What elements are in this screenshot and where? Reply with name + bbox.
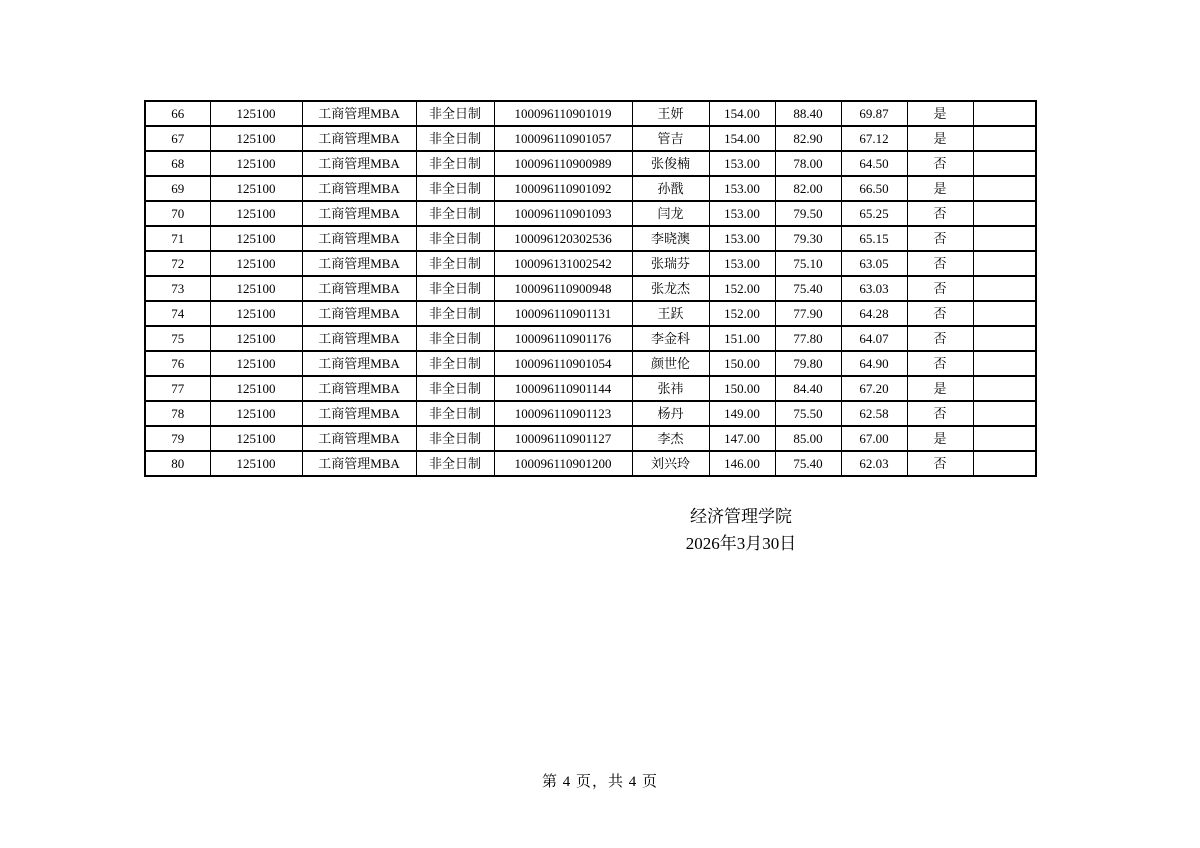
table-cell: 65.25: [841, 201, 907, 226]
table-cell: 张龙杰: [632, 276, 709, 301]
table-cell: [973, 326, 1036, 351]
table-cell: 张祎: [632, 376, 709, 401]
table-row: [145, 176, 1036, 201]
table-cell: 100096110901092: [494, 176, 632, 201]
table-cell: 153.00: [709, 176, 775, 201]
table-cell: 非全日制: [416, 401, 494, 426]
table-cell: 75.40: [775, 276, 841, 301]
table-cell: 82.00: [775, 176, 841, 201]
table-cell: 否: [907, 201, 973, 226]
table-cell: 工商管理MBA: [302, 151, 416, 176]
table-cell: 85.00: [775, 426, 841, 451]
table-cell: 63.05: [841, 251, 907, 276]
table-cell: 100096110901057: [494, 126, 632, 151]
table-cell: 非全日制: [416, 451, 494, 476]
table-cell: 64.50: [841, 151, 907, 176]
table-cell: 刘兴玲: [632, 451, 709, 476]
signature-organization: 经济管理学院: [690, 507, 792, 526]
table-cell: 是: [907, 101, 973, 126]
page-number-footer: 第 4 页，共 4 页: [541, 774, 658, 790]
table-row: [145, 426, 1036, 451]
table-cell: 100096110900948: [494, 276, 632, 301]
table-cell: 152.00: [709, 301, 775, 326]
table-cell: 100096110901127: [494, 426, 632, 451]
table-cell: 张俊楠: [632, 151, 709, 176]
table-cell: 150.00: [709, 376, 775, 401]
table-cell: 否: [907, 451, 973, 476]
table-row: [145, 401, 1036, 426]
table-cell: [973, 151, 1036, 176]
table-cell: 63.03: [841, 276, 907, 301]
table-cell: 工商管理MBA: [302, 226, 416, 251]
table-cell: 149.00: [709, 401, 775, 426]
table-cell: 68: [145, 151, 210, 176]
table-cell: 非全日制: [416, 376, 494, 401]
signature-date: 2026年3月30日: [685, 534, 797, 553]
table-cell: 125100: [210, 101, 302, 126]
table-cell: 工商管理MBA: [302, 451, 416, 476]
table-cell: 151.00: [709, 326, 775, 351]
table-row: [145, 226, 1036, 251]
table-cell: 非全日制: [416, 176, 494, 201]
table-cell: 100096110901054: [494, 351, 632, 376]
table-cell: 否: [907, 151, 973, 176]
table-cell: 100096131002542: [494, 251, 632, 276]
table-cell: 非全日制: [416, 276, 494, 301]
table-cell: 78: [145, 401, 210, 426]
table-cell: 非全日制: [416, 201, 494, 226]
table-cell: 62.58: [841, 401, 907, 426]
table-cell: 非全日制: [416, 426, 494, 451]
table-cell: 146.00: [709, 451, 775, 476]
table-cell: 否: [907, 251, 973, 276]
table-cell: 75: [145, 326, 210, 351]
table-cell: 工商管理MBA: [302, 376, 416, 401]
table-cell: 否: [907, 226, 973, 251]
table-cell: 64.28: [841, 301, 907, 326]
table-cell: 66: [145, 101, 210, 126]
table-cell: 125100: [210, 201, 302, 226]
table-cell: 153.00: [709, 251, 775, 276]
table-cell: 79: [145, 426, 210, 451]
table-cell: 125100: [210, 226, 302, 251]
table-cell: 152.00: [709, 276, 775, 301]
table-cell: [973, 351, 1036, 376]
table-cell: 工商管理MBA: [302, 351, 416, 376]
table-cell: 79.30: [775, 226, 841, 251]
table-cell: 76: [145, 351, 210, 376]
table-row: [145, 301, 1036, 326]
table-cell: 颜世伦: [632, 351, 709, 376]
table-cell: 李杰: [632, 426, 709, 451]
table-cell: 非全日制: [416, 226, 494, 251]
table-cell: 69: [145, 176, 210, 201]
table-row: [145, 326, 1036, 351]
table-cell: 77.90: [775, 301, 841, 326]
table-cell: 69.87: [841, 101, 907, 126]
table-cell: [973, 101, 1036, 126]
table-cell: 150.00: [709, 351, 775, 376]
table-cell: 非全日制: [416, 101, 494, 126]
table-cell: 153.00: [709, 226, 775, 251]
table-cell: 王妍: [632, 101, 709, 126]
table-cell: 77.80: [775, 326, 841, 351]
table-cell: 是: [907, 126, 973, 151]
table-cell: 工商管理MBA: [302, 201, 416, 226]
table-cell: 非全日制: [416, 326, 494, 351]
table-cell: 孙戬: [632, 176, 709, 201]
table-row: [145, 126, 1036, 151]
table-cell: 是: [907, 376, 973, 401]
table-cell: 100096110901176: [494, 326, 632, 351]
table-cell: 王跃: [632, 301, 709, 326]
table-cell: 工商管理MBA: [302, 126, 416, 151]
table-cell: 100096110901123: [494, 401, 632, 426]
table-cell: 管吉: [632, 126, 709, 151]
table-cell: [973, 126, 1036, 151]
table-body: [145, 101, 1036, 476]
table-cell: 80: [145, 451, 210, 476]
table-cell: 66.50: [841, 176, 907, 201]
table-cell: 100096110900989: [494, 151, 632, 176]
table-cell: [973, 251, 1036, 276]
table-cell: [973, 401, 1036, 426]
table-cell: 100096110901019: [494, 101, 632, 126]
table-cell: [973, 276, 1036, 301]
table-cell: [973, 226, 1036, 251]
table-row: [145, 376, 1036, 401]
table-cell: 125100: [210, 401, 302, 426]
table-cell: 工商管理MBA: [302, 101, 416, 126]
signature-block: [601, 503, 881, 557]
table-row: [145, 201, 1036, 226]
table-cell: 65.15: [841, 226, 907, 251]
table-cell: 125100: [210, 251, 302, 276]
table-cell: 88.40: [775, 101, 841, 126]
table-cell: 75.40: [775, 451, 841, 476]
table-cell: 125100: [210, 126, 302, 151]
table-cell: 67.20: [841, 376, 907, 401]
table-cell: 74: [145, 301, 210, 326]
table-row: [145, 151, 1036, 176]
table-cell: 75.10: [775, 251, 841, 276]
table-cell: 82.90: [775, 126, 841, 151]
table-cell: 杨丹: [632, 401, 709, 426]
table-cell: 工商管理MBA: [302, 301, 416, 326]
table-cell: 125100: [210, 301, 302, 326]
table-cell: 工商管理MBA: [302, 426, 416, 451]
table-cell: 71: [145, 226, 210, 251]
table-cell: 147.00: [709, 426, 775, 451]
table-cell: 67.00: [841, 426, 907, 451]
table-cell: 73: [145, 276, 210, 301]
table-cell: 否: [907, 326, 973, 351]
table-cell: 153.00: [709, 151, 775, 176]
table-cell: 100096110901200: [494, 451, 632, 476]
table-cell: 153.00: [709, 201, 775, 226]
table-cell: 125100: [210, 426, 302, 451]
table-cell: 李晓澳: [632, 226, 709, 251]
table-cell: [973, 176, 1036, 201]
table-cell: 工商管理MBA: [302, 251, 416, 276]
table-cell: 154.00: [709, 101, 775, 126]
table-row: [145, 251, 1036, 276]
table-cell: 78.00: [775, 151, 841, 176]
table-cell: 工商管理MBA: [302, 401, 416, 426]
table-cell: [973, 426, 1036, 451]
table-cell: 67: [145, 126, 210, 151]
table-cell: 是: [907, 176, 973, 201]
table-cell: 张瑞芬: [632, 251, 709, 276]
table-cell: 125100: [210, 351, 302, 376]
table-cell: 非全日制: [416, 351, 494, 376]
table-cell: 100096120302536: [494, 226, 632, 251]
table-cell: [973, 301, 1036, 326]
table-cell: 79.80: [775, 351, 841, 376]
table-row: [145, 351, 1036, 376]
table-cell: 100096110901093: [494, 201, 632, 226]
table-cell: 125100: [210, 376, 302, 401]
table-cell: 125100: [210, 276, 302, 301]
table-cell: 154.00: [709, 126, 775, 151]
table-row: [145, 101, 1036, 126]
table-cell: 67.12: [841, 126, 907, 151]
table-cell: 工商管理MBA: [302, 276, 416, 301]
table-cell: 64.90: [841, 351, 907, 376]
table-cell: 75.50: [775, 401, 841, 426]
table-cell: [973, 201, 1036, 226]
table-cell: 工商管理MBA: [302, 326, 416, 351]
admission-results-table: [144, 100, 1037, 477]
table-cell: 非全日制: [416, 126, 494, 151]
table-cell: 否: [907, 351, 973, 376]
table-cell: 72: [145, 251, 210, 276]
table-cell: 125100: [210, 176, 302, 201]
table-cell: 77: [145, 376, 210, 401]
table-cell: 非全日制: [416, 301, 494, 326]
table-cell: 非全日制: [416, 151, 494, 176]
table-cell: 否: [907, 276, 973, 301]
table-cell: 工商管理MBA: [302, 176, 416, 201]
table-cell: 125100: [210, 451, 302, 476]
table-cell: 62.03: [841, 451, 907, 476]
table-cell: 64.07: [841, 326, 907, 351]
table-cell: 100096110901131: [494, 301, 632, 326]
table-cell: 100096110901144: [494, 376, 632, 401]
table-cell: 84.40: [775, 376, 841, 401]
table-cell: [973, 451, 1036, 476]
table-cell: 是: [907, 426, 973, 451]
table-cell: 非全日制: [416, 251, 494, 276]
table-cell: 70: [145, 201, 210, 226]
table-cell: 125100: [210, 151, 302, 176]
table-cell: 否: [907, 401, 973, 426]
table-cell: 125100: [210, 326, 302, 351]
table-row: [145, 451, 1036, 476]
table-cell: 闫龙: [632, 201, 709, 226]
table-cell: 否: [907, 301, 973, 326]
table-cell: [973, 376, 1036, 401]
table-cell: 79.50: [775, 201, 841, 226]
table-cell: 李金科: [632, 326, 709, 351]
table-row: [145, 276, 1036, 301]
